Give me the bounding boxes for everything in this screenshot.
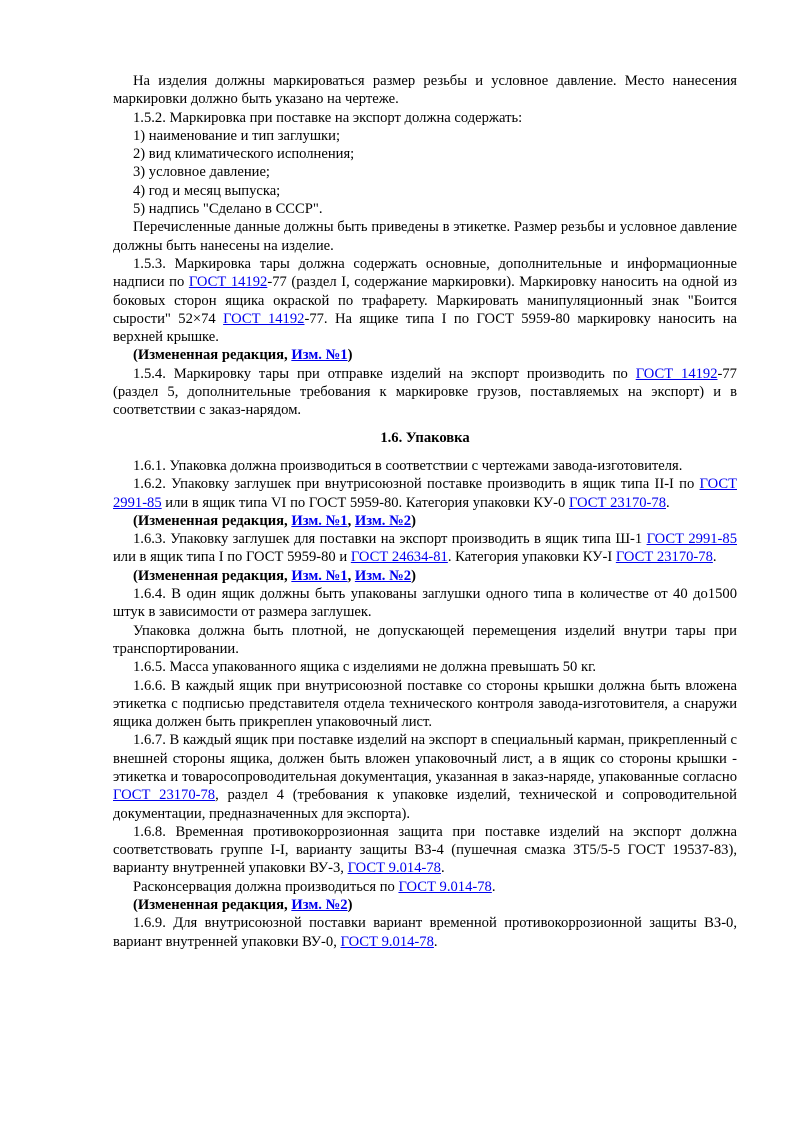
para-1-5-2 bbox=[113, 109, 737, 127]
text-run: ) bbox=[411, 512, 416, 529]
para-label-data bbox=[113, 218, 737, 255]
text-run: или в ящик типа VI по ГОСТ 5959-80. Категория упаковки КУ-0 bbox=[161, 494, 569, 511]
text-run: -77 (раздел I, содержание маркировки). Маркировку наносить на одной из боковых сторон ящика окраской по трафарету. Маркировать манипуляционный знак "Боится сырости" 52×74 bbox=[113, 274, 737, 327]
text-run: Перечисленные данные должны быть приведены в этикетке. Размер резьбы и условное давление должны быть нанесены на изделие. bbox=[113, 219, 737, 254]
gost-link[interactable]: Изм. №2 bbox=[354, 512, 412, 529]
gost-link[interactable]: ГОСТ 2991-85 bbox=[113, 476, 737, 511]
gost-link[interactable]: ГОСТ 9.014-78 bbox=[347, 860, 441, 877]
para-1-6-2 bbox=[113, 475, 737, 512]
text-run: На изделия должны маркироваться размер резьбы и условное давление. Место нанесения маркировки должно быть указано на чертеже. bbox=[113, 73, 737, 108]
text-run: ) bbox=[347, 897, 353, 914]
section-heading-1-6 bbox=[113, 429, 737, 447]
text-run: 5) надпись "Сделано в СССР". bbox=[133, 201, 323, 218]
text-run: -77. На ящике типа I по ГОСТ 5959-80 маркировку наносить на верхней крышке. bbox=[113, 310, 738, 346]
gost-link[interactable]: ГОСТ 14192 bbox=[188, 274, 268, 291]
gost-link[interactable]: Изм. №2 bbox=[354, 567, 412, 584]
text-run: , bbox=[347, 512, 355, 529]
text-run: (Измененная редакция, bbox=[133, 512, 292, 529]
text-run: 1.5.2. Маркировка при поставке на экспорт должна содержать: bbox=[133, 109, 523, 126]
text-run: или в ящик типа I по ГОСТ 5959-80 и bbox=[113, 549, 351, 566]
edit-note-1 bbox=[113, 346, 737, 364]
gost-link[interactable]: ГОСТ 23170-78 bbox=[113, 787, 216, 804]
para-1-6-1 bbox=[113, 457, 737, 475]
text-run: 1) наименование и тип заглушки; bbox=[133, 127, 341, 144]
document-page bbox=[113, 72, 737, 951]
text-run: ) bbox=[411, 567, 416, 584]
gost-link[interactable]: ГОСТ 14192 bbox=[223, 310, 305, 327]
gost-link[interactable]: Изм. №1 bbox=[291, 567, 348, 584]
para-1-6-3 bbox=[113, 530, 737, 567]
gost-link[interactable]: ГОСТ 23170-78 bbox=[568, 494, 667, 511]
gost-link[interactable]: Изм. №2 bbox=[291, 897, 348, 914]
para-1-6-7 bbox=[113, 731, 737, 822]
text-run: 1.6.5. Масса упакованного ящика с изделиями не должна превышать 50 кг. bbox=[133, 659, 597, 676]
text-run: , bbox=[347, 567, 355, 584]
text-run: 1.5.4. Маркировку тары при отправке изделий на экспорт производить по bbox=[133, 365, 636, 382]
edit-note-2 bbox=[113, 512, 737, 530]
text-run: (Измененная редакция, bbox=[133, 897, 292, 914]
text-run: . bbox=[440, 860, 445, 877]
text-run: 1.6.4. В один ящик должны быть упакованы заглушки одного типа в количестве от 40 до1500 штук в зависимости от размера заглушек. bbox=[113, 586, 737, 621]
text-run: 1.6.1. Упаковка должна производиться в соответствии с чертежами завода-изготовителя. bbox=[133, 457, 683, 474]
gost-link[interactable]: ГОСТ 9.014-78 bbox=[398, 878, 492, 895]
text-run: 1.6.7. В каждый ящик при поставке изделий на экспорт в специальный карман, прикрепленный с внешней стороны ящика, должен быть вложен упаковочный лист, а в ящик со стороны крышки - этикетка и товаросопроводительная документация, указанная в заказ-наряде, упакованные согласно bbox=[113, 732, 737, 785]
text-run: Упаковка должна быть плотной, не допускающей перемещения изделий внутри тары при транспортировании. bbox=[113, 622, 737, 657]
list-item-5 bbox=[113, 200, 737, 218]
text-run: . bbox=[712, 549, 717, 566]
para-1-6-6 bbox=[113, 677, 737, 732]
gost-link[interactable]: Изм. №1 bbox=[291, 347, 348, 364]
para-1-6-5 bbox=[113, 658, 737, 676]
text-run: . bbox=[433, 933, 438, 950]
gost-link[interactable]: ГОСТ 2991-85 bbox=[646, 531, 737, 548]
para-1-6-4 bbox=[113, 585, 737, 622]
edit-note-3 bbox=[113, 567, 737, 585]
gost-link[interactable]: ГОСТ 24634-81 bbox=[350, 549, 448, 566]
text-run: . bbox=[666, 494, 670, 511]
edit-note-4 bbox=[113, 896, 737, 914]
para-packing-dense bbox=[113, 622, 737, 659]
para-reconservation bbox=[113, 878, 737, 896]
text-run: 1.6.2. Упаковку заглушек при внутрисоюзной поставке производить в ящик типа II-I по bbox=[133, 476, 700, 493]
text-run: 3) условное давление; bbox=[133, 164, 270, 181]
para-marking-intro bbox=[113, 72, 737, 109]
gost-link[interactable]: Изм. №1 bbox=[291, 512, 348, 529]
para-1-6-9 bbox=[113, 914, 737, 951]
list-item-4 bbox=[113, 182, 737, 200]
list-item-3 bbox=[113, 163, 737, 181]
text-run: . bbox=[491, 878, 496, 895]
gost-link[interactable]: ГОСТ 9.014-78 bbox=[340, 933, 434, 950]
gost-link[interactable]: ГОСТ 14192 bbox=[635, 365, 718, 382]
text-run: . Категория упаковки КУ-I bbox=[447, 549, 616, 566]
text-run: (Измененная редакция, bbox=[133, 567, 292, 584]
text-run: 2) вид климатического исполнения; bbox=[133, 146, 355, 163]
text-run: -77 (раздел 5, дополнительные требования к маркировке грузов, поставляемых на экспорт) и в соответствии с заказ-нарядом. bbox=[113, 365, 737, 419]
gost-link[interactable]: ГОСТ 23170-78 bbox=[615, 549, 713, 566]
text-run: 1.6.3. Упаковку заглушек для поставки на экспорт производить в ящик типа Ш-1 bbox=[133, 531, 647, 548]
list-item-2 bbox=[113, 145, 737, 163]
text-run: , раздел 4 (требования к упаковке изделий, технической и сопроводительной документации, предназначенных для экспорта). bbox=[113, 787, 737, 822]
text-run: ) bbox=[347, 347, 353, 364]
text-run: 1.5.3. Маркировка тары должна содержать основные, дополнительные и информационные надписи по bbox=[113, 255, 737, 291]
text-run: 1.6.9. Для внутрисоюзной поставки вариант временной противокоррозионной защиты ВЗ-0, вариант внутренней упаковки ВУ-0, bbox=[113, 915, 737, 950]
text-run: 1.6.6. В каждый ящик при внутрисоюзной поставке со стороны крышки должна быть вложена этикетка с подписью представителя отдела технического контроля завода-изготовителя, а снаружи ящика должен быть прикреплен упаковочный лист. bbox=[113, 677, 737, 731]
list-item-1 bbox=[113, 127, 737, 145]
para-1-6-8 bbox=[113, 823, 737, 878]
para-1-5-4 bbox=[113, 365, 737, 420]
para-1-5-3 bbox=[113, 255, 737, 346]
text-run: 1.6. Упаковка bbox=[380, 429, 470, 446]
text-run: 4) год и месяц выпуска; bbox=[133, 182, 281, 199]
text-run: Расконсервация должна производиться по bbox=[133, 878, 399, 895]
text-run: 1.6.8. Временная противокоррозионная защита при поставке изделий на экспорт должна соответствовать группе I-I, варианту защиты ВЗ-4 (пушечная смазка ЗТ5/5-5 ГОСТ 19537-83), варианту внутренней упаковки ВУ-3, bbox=[113, 823, 737, 877]
text-run: (Измененная редакция, bbox=[133, 347, 292, 364]
